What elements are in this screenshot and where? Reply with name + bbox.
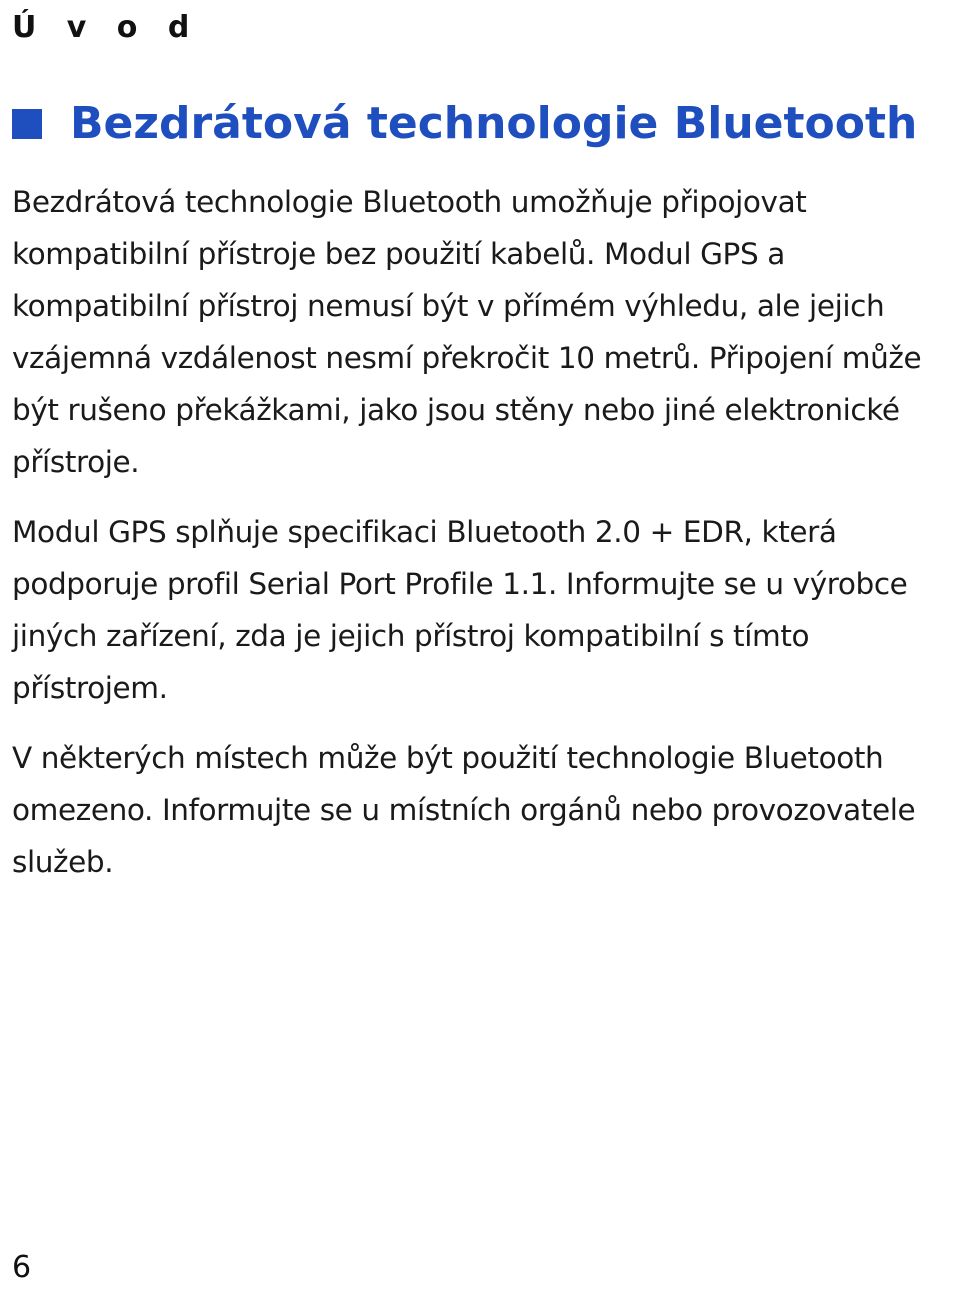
paragraph-intro: Bezdrátová technologie Bluetooth umožňuje připojovat kompatibilní přístroje bez použití kabelů. Modul GPS a kompatibilní přístroj nemusí být v přímém výhledu, ale jejich vzájemná vzdálenost nesmí překročit 10 metrů. Připojení může být rušeno překážkami, jako jsou stěny nebo jiné elektronické přístroje. xyxy=(12,185,922,479)
square-bullet-icon xyxy=(12,109,42,139)
paragraph-specification: Modul GPS splňuje specifikaci Bluetooth 2.0 + EDR, která podporuje profil Serial Port Profile 1.1. Informujte se u výrobce jiných zařízení, zda je jejich přístroj kompatibilní s tímto přístrojem. xyxy=(12,515,908,705)
section-title: Bezdrátová technologie Bluetooth xyxy=(70,98,918,149)
chapter-header: Ú v o d xyxy=(12,10,200,45)
page-number: 6 xyxy=(12,1250,32,1285)
paragraph-restrictions: V některých místech může být použití technologie Bluetooth omezeno. Informujte se u místních orgánů nebo provozovatele služeb. xyxy=(12,741,916,879)
section-heading xyxy=(12,96,917,152)
section-body xyxy=(12,176,942,906)
